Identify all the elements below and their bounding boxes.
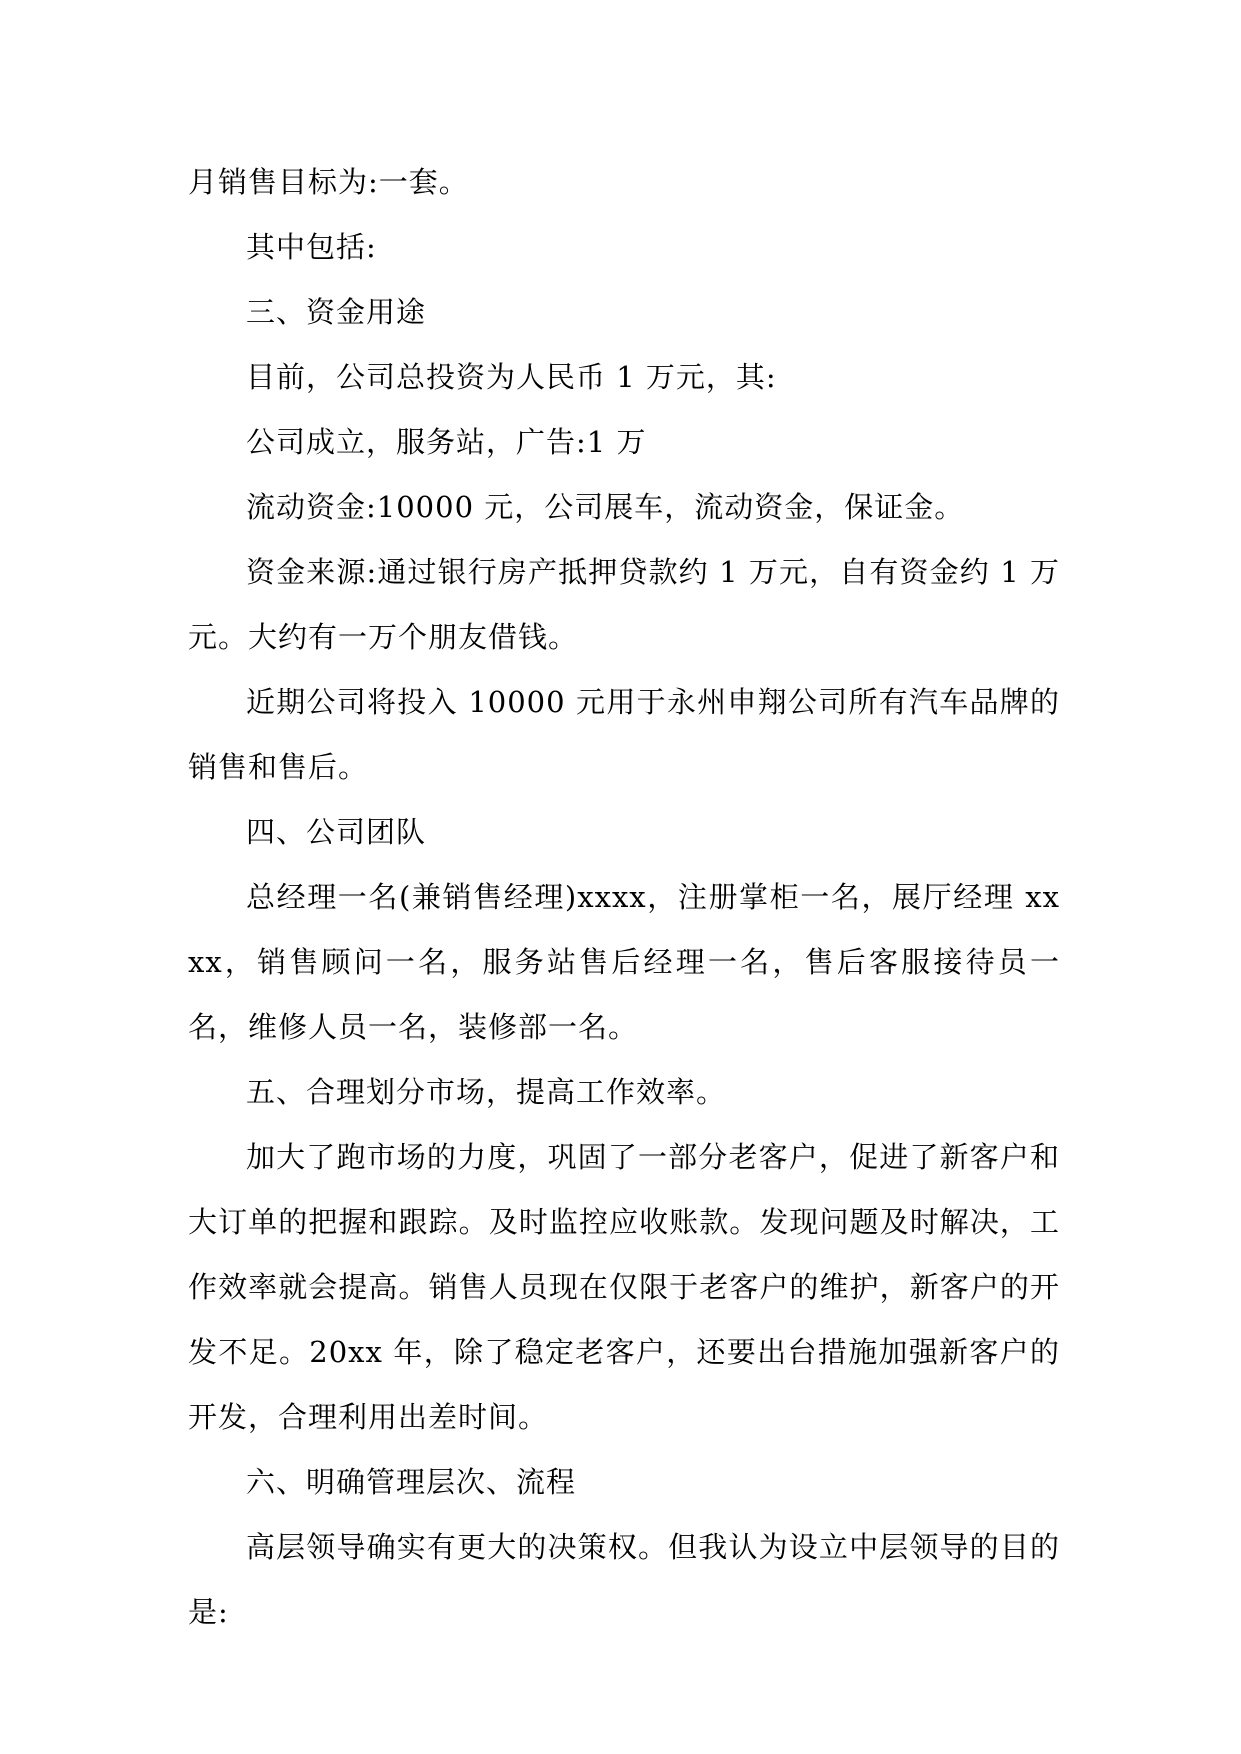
paragraph-working-capital: 流动资金:10000 元，公司展车，流动资金，保证金。 <box>246 490 965 524</box>
document-body <box>188 150 1060 1645</box>
heading-company-team: 四、公司团队 <box>246 815 427 849</box>
paragraph-team-members: 总经理一名(兼销售经理)xxxx，注册掌柜一名，展厅经理 xxxx，销售顾问一名，服务站售后经理一名，售后客服接待员一名，维修人员一名，装修部一名。 <box>188 880 1060 1044</box>
paragraph-recent-investment: 近期公司将投入 10000 元用于永州申翔公司所有汽车品牌的销售和售后。 <box>188 685 1060 784</box>
heading-fund-usage: 三、资金用途 <box>246 295 427 329</box>
paragraph-establishment-cost: 公司成立，服务站，广告:1 万 <box>246 425 647 459</box>
paragraph-market-efforts: 加大了跑市场的力度，巩固了一部分老客户，促进了新客户和大订单的把握和跟踪。及时监控应收账款。发现问题及时解决，工作效率就会提高。销售人员现在仅限于老客户的维护，新客户的开发不足。20xx 年，除了稳定老客户，还要出台措施加强新客户的开发，合理利用出差时间。 <box>188 1140 1060 1434</box>
paragraph-fund-source: 资金来源:通过银行房产抵押贷款约 1 万元，自有资金约 1 万元。大约有一万个朋友借钱。 <box>188 555 1060 654</box>
heading-management-levels: 六、明确管理层次、流程 <box>246 1465 577 1499</box>
paragraph-total-investment: 目前，公司总投资为人民币 1 万元，其: <box>246 360 777 394</box>
paragraph-includes: 其中包括: <box>246 230 377 264</box>
paragraph-leadership: 高层领导确实有更大的决策权。但我认为设立中层领导的目的是: <box>188 1530 1060 1629</box>
heading-market-division: 五、合理划分市场，提高工作效率。 <box>246 1075 727 1109</box>
paragraph-sales-target: 月销售目标为:一套。 <box>188 165 469 199</box>
